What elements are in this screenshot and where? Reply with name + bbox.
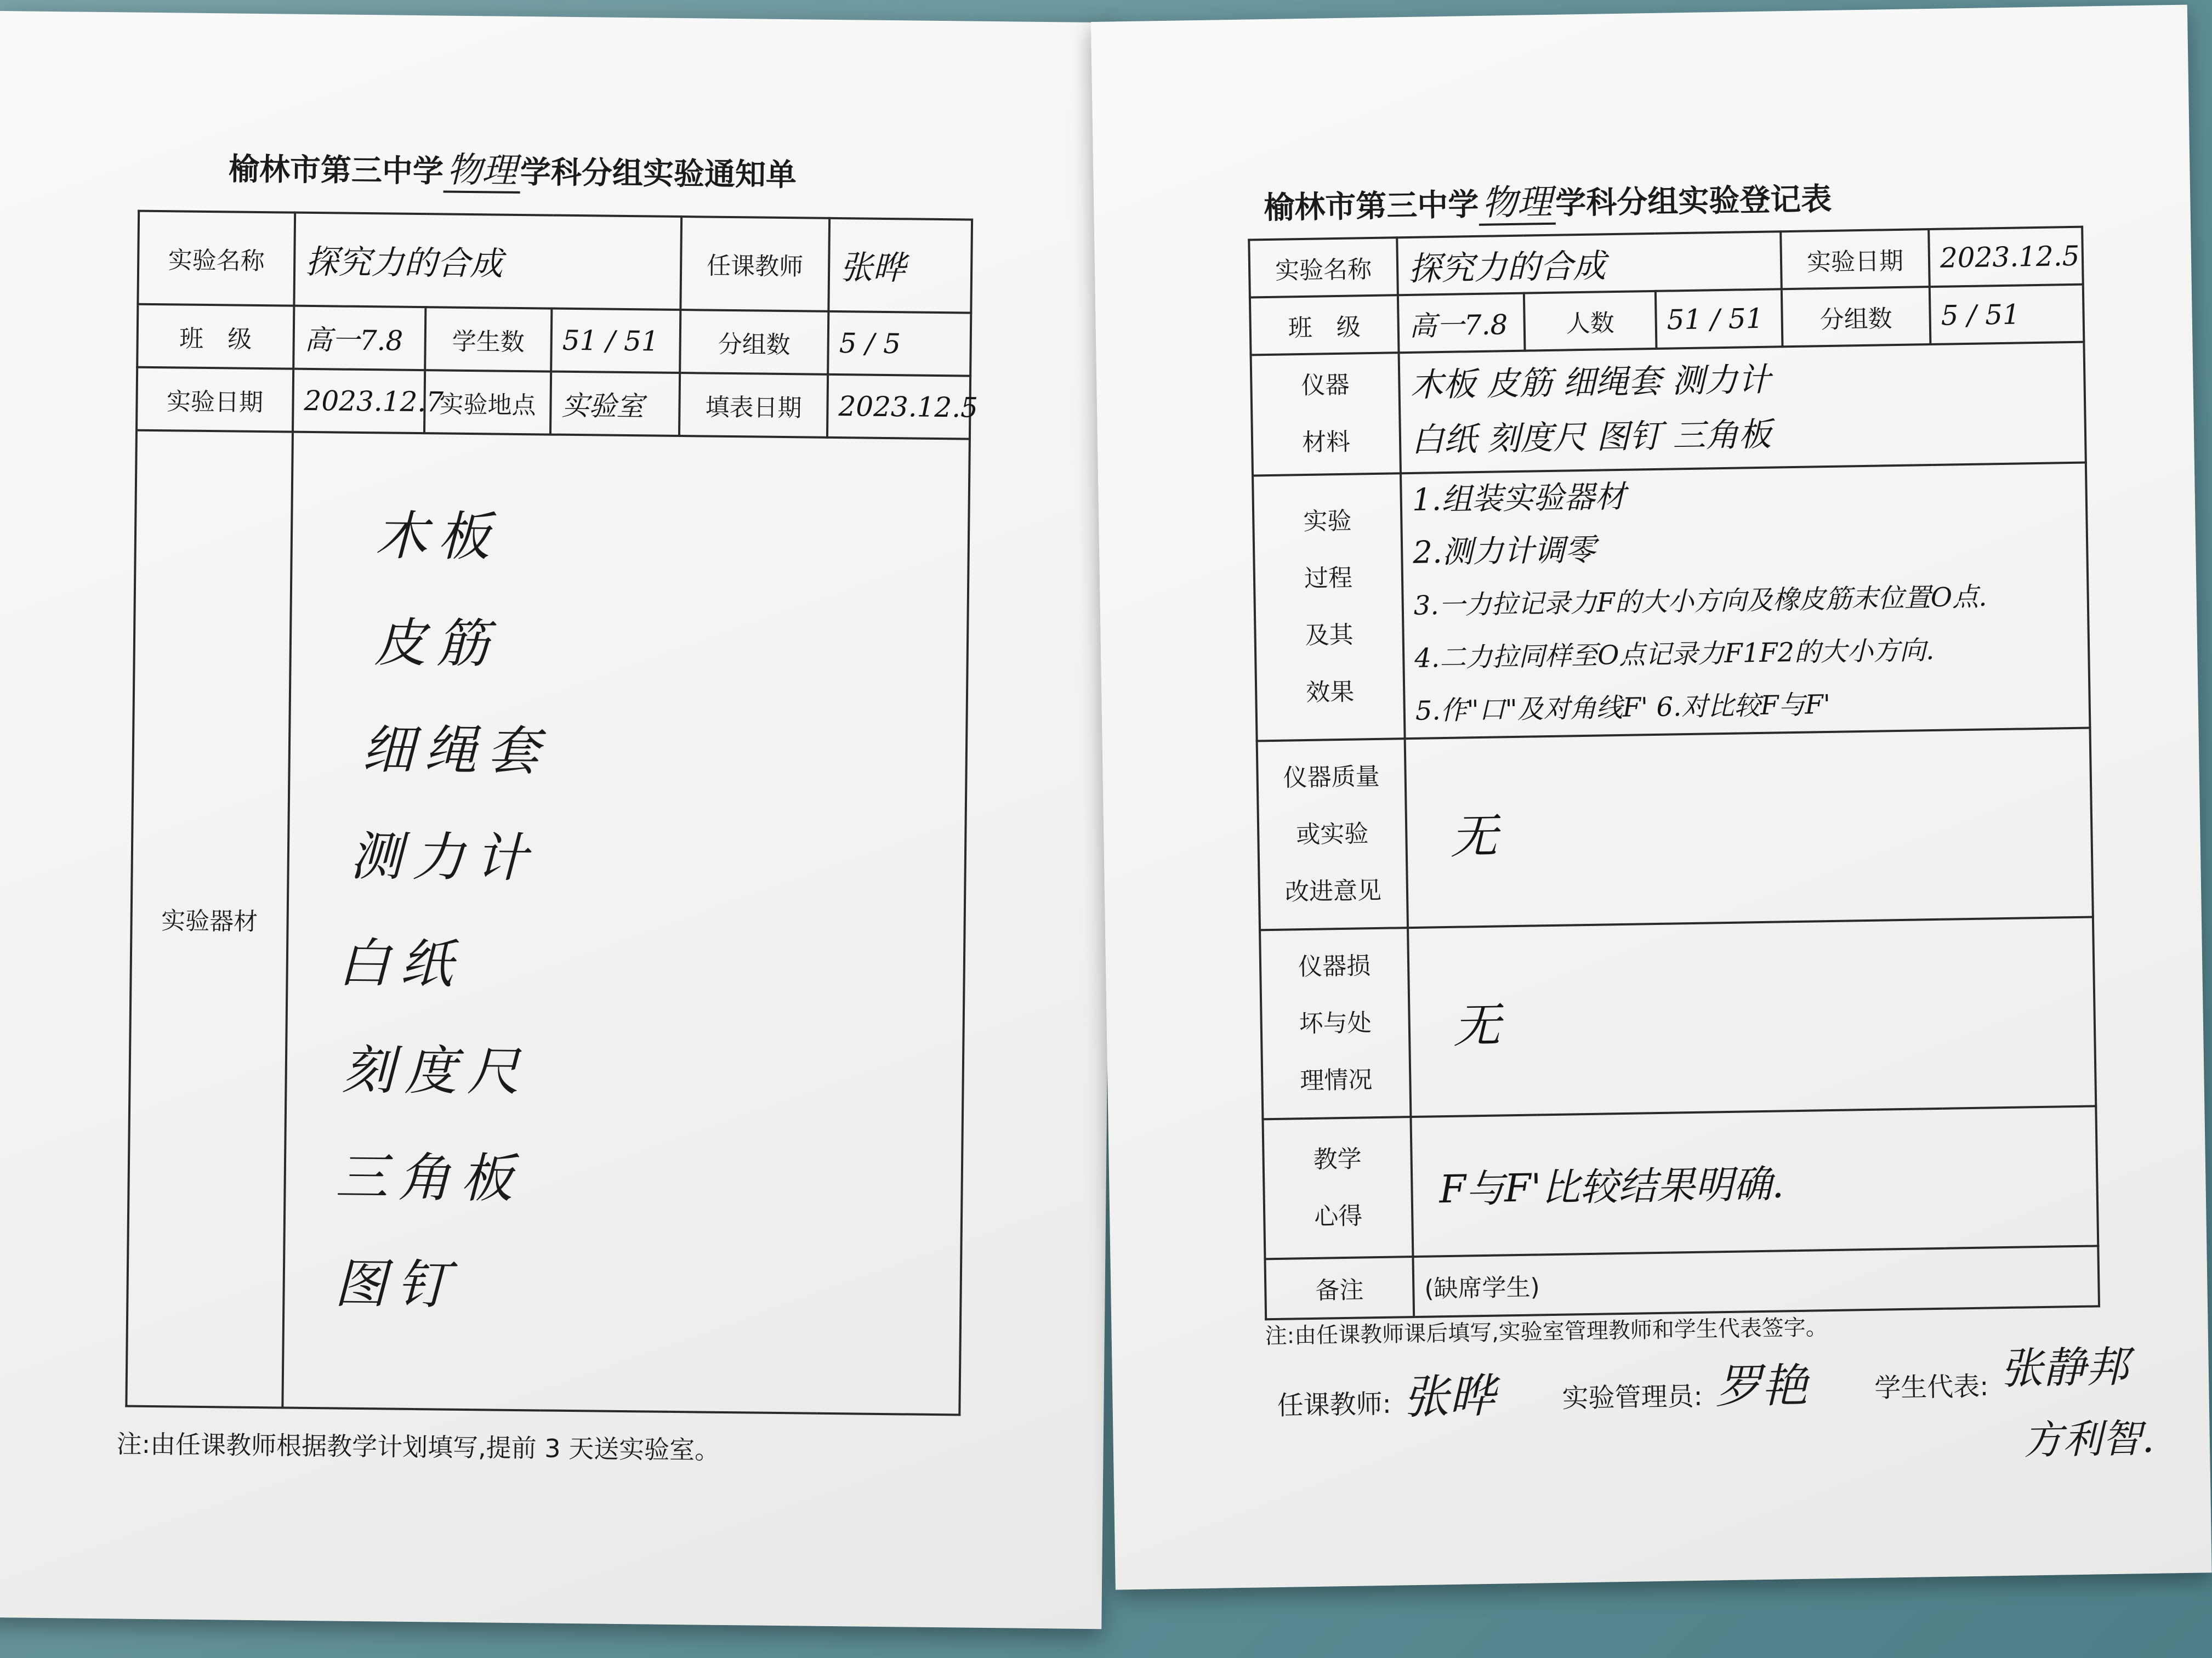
process-line: 4.二力拉同样至O点记录力F1F2的大小方向. <box>1414 634 1935 674</box>
students-label: 学生数 <box>425 307 551 371</box>
equipment-label-line: 材料 <box>1301 428 1351 457</box>
process-line: 3.一力拉记录力F的大小方向及橡皮筋末位置O点. <box>1413 581 1987 621</box>
insight-value: F与F'比较结果明确. <box>1411 1106 2098 1257</box>
quality-label-line: 改进意见 <box>1284 876 1382 906</box>
groups-label: 分组数 <box>680 310 828 374</box>
equipment-label-line: 仪器 <box>1301 371 1350 400</box>
teacher-sign-label: 任课教师: <box>1277 1388 1392 1421</box>
process-label <box>1253 473 1405 741</box>
insight-label-line: 心得 <box>1313 1201 1363 1231</box>
title-prefix: 榆林市第三中学 <box>1263 186 1479 226</box>
notice-form-table <box>125 210 979 1416</box>
material-item: 图钉 <box>334 1253 460 1316</box>
notice-footnote: 注:由任课教师根据教学计划填写,提前 3 天送实验室。 <box>116 1429 720 1465</box>
material-item: 木板 <box>374 505 501 568</box>
insight-label <box>1263 1117 1413 1259</box>
date-label: 实验日期 <box>137 367 293 432</box>
process-value <box>1401 463 2090 739</box>
register-form-sheet <box>1091 5 2212 1590</box>
admin-signature: 罗艳 <box>1715 1358 1809 1414</box>
teacher-signature: 张晔 <box>1402 1369 1496 1424</box>
groups-label: 分组数 <box>1782 287 1931 347</box>
register-form-title <box>1264 169 1832 229</box>
fill-date-value: 2023.12.5 <box>827 374 970 439</box>
process-label-line: 过程 <box>1304 564 1353 593</box>
materials-cell <box>282 432 970 1415</box>
material-item: 细绳套 <box>361 718 550 782</box>
people-value: 51 / 51 <box>1656 289 1783 349</box>
students-value: 51 / 51 <box>551 309 680 373</box>
class-label: 班 级 <box>137 304 294 369</box>
register-form-table <box>1248 226 2100 1321</box>
equipment-label <box>1251 353 1401 475</box>
date-label: 实验日期 <box>1781 229 1930 289</box>
notice-form-title <box>229 139 797 196</box>
quality-label <box>1257 739 1408 930</box>
people-label: 人数 <box>1524 291 1657 351</box>
date-value: 2023.12.7 <box>293 369 425 434</box>
material-item: 刻度尺 <box>342 1039 530 1103</box>
class-label: 班 级 <box>1250 295 1399 355</box>
damage-label-line: 坏与处 <box>1299 1008 1372 1038</box>
student-signature: 方利智. <box>2023 1415 2155 1463</box>
register-footnote: 注:由任课教师课后填写,实验室管理教师和学生代表签字。 <box>1265 1315 1828 1349</box>
damage-value: 无 <box>1408 917 2096 1117</box>
student-signature: 张静邦 <box>2000 1342 2129 1394</box>
place-label: 实验地点 <box>424 370 551 434</box>
title-subject: 物理 <box>1479 182 1556 226</box>
class-value: 高一7.8 <box>1398 293 1525 353</box>
place-value: 实验室 <box>550 372 680 436</box>
title-prefix: 榆林市第三中学 <box>228 151 444 190</box>
experiment-name-value: 探究力的合成 <box>294 213 681 310</box>
class-value: 高一7.8 <box>293 306 425 371</box>
experiment-name-label: 实验名称 <box>138 211 295 306</box>
experiment-name-value: 探究力的合成 <box>1397 231 1782 295</box>
title-suffix: 学科分组实验登记表 <box>1555 181 1832 222</box>
material-item: 白纸 <box>337 932 463 995</box>
date-value: 2023.12.5 <box>1929 227 2083 287</box>
teacher-value: 张晔 <box>828 218 972 313</box>
damage-label-line: 理情况 <box>1299 1065 1373 1095</box>
process-line: 1.组装实验器材 <box>1412 479 1626 518</box>
remark-label: 备注 <box>1265 1257 1414 1319</box>
damage-label <box>1260 928 1411 1119</box>
process-label-line: 实验 <box>1303 507 1352 536</box>
groups-value: 5 / 5 <box>828 311 971 376</box>
notice-form-sheet <box>0 11 1118 1629</box>
process-line: 5.作"口"及对角线F' 6.对比较F与F' <box>1415 689 1831 726</box>
process-line: 2.测力计调零 <box>1412 532 1596 571</box>
equipment-value <box>1399 342 2086 474</box>
student-sign-label: 学生代表: <box>1874 1371 1989 1404</box>
fill-date-label: 填表日期 <box>679 373 828 438</box>
damage-label-line: 仪器损 <box>1298 951 1371 981</box>
quality-label-line: 仪器质量 <box>1283 762 1380 792</box>
experiment-name-label: 实验名称 <box>1249 237 1398 297</box>
quality-label-line: 或实验 <box>1295 819 1369 849</box>
quality-value: 无 <box>1405 728 2093 928</box>
material-item: 皮筋 <box>373 612 499 675</box>
materials-label: 实验器材 <box>126 430 293 1408</box>
insight-label-line: 教学 <box>1313 1145 1362 1174</box>
title-suffix: 学科分组实验通知单 <box>520 154 797 194</box>
material-item: 测力计 <box>349 825 538 889</box>
teacher-label: 任课教师 <box>680 217 829 311</box>
process-label-line: 效果 <box>1305 678 1355 707</box>
admin-sign-label: 实验管理员: <box>1562 1381 1703 1414</box>
groups-value: 5 / 51 <box>1930 285 2084 344</box>
equipment-line: 木板 皮筋 细绳套 测力计 <box>1409 360 1771 405</box>
equipment-line: 白纸 刻度尺 图钉 三角板 <box>1411 415 1772 459</box>
material-item: 三角板 <box>335 1146 524 1210</box>
title-subject: 物理 <box>443 150 521 193</box>
remark-value: (缺席学生) <box>1413 1246 2099 1317</box>
materials-list <box>333 494 551 1352</box>
process-label-line: 及其 <box>1305 621 1354 650</box>
